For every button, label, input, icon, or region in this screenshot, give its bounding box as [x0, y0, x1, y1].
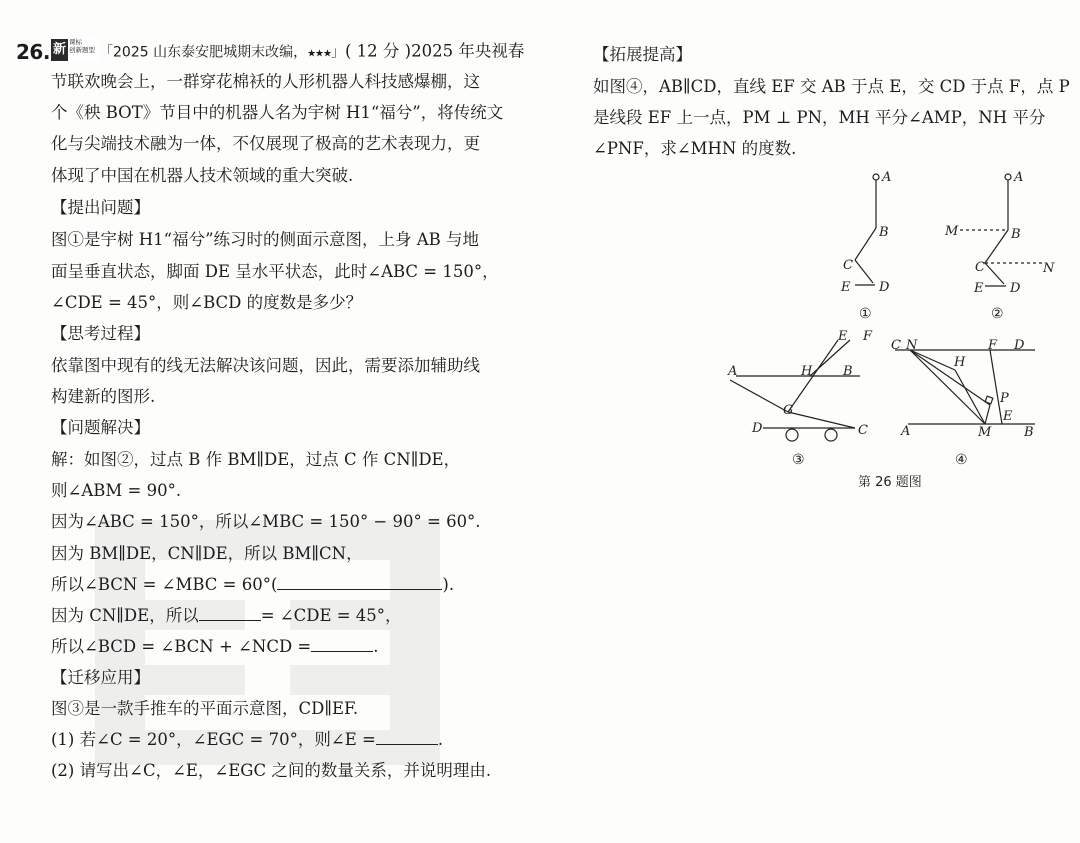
extend-line-3: ∠PNF，求∠MHN 的度数.: [593, 139, 797, 158]
fig4-label-f: F: [988, 338, 998, 353]
fig3-caption-number: ③: [792, 452, 805, 468]
fig1-label-b: B: [879, 225, 889, 240]
solve-line-4: 因为 BM∥DE，CN∥DE，所以 BM∥CN，: [51, 544, 363, 563]
fig3-label-a: A: [728, 364, 738, 379]
fig2-label-m: M: [945, 224, 959, 239]
fig4-label-h: H: [954, 355, 966, 370]
intro-line-4: 化与尖端技术融为一体，不仅展现了极高的艺术表现力，更: [51, 134, 480, 153]
fig1-label-c: C: [843, 258, 853, 273]
intro-line-1: 2025 年央视春: [411, 41, 525, 61]
difficulty-stars: ★★★: [307, 48, 331, 60]
extend-line-1: 如图④，AB∥CD，直线 EF 交 AB 于点 E，交 CD 于点 F，点 P: [593, 77, 1070, 96]
section-think-heading: 【思考过程】: [51, 324, 150, 343]
problem-number: 26.: [16, 40, 50, 64]
figure-2-auxiliary-lines: [960, 174, 1042, 286]
figure-1-robot: [855, 174, 879, 285]
fig4-caption-number: ④: [955, 452, 968, 468]
fig2-label-b: B: [1011, 227, 1021, 242]
section-extend-heading: 【拓展提高】: [593, 45, 692, 64]
fig2-caption-number: ②: [991, 306, 1004, 322]
solve-line-7: 所以∠BCD = ∠BCN + ∠NCD = .: [51, 637, 379, 656]
fig4-label-m: M: [978, 425, 992, 440]
problem-source: 「2025 山东泰安肥城期末改编，: [99, 44, 308, 61]
fig4-label-e: E: [1003, 409, 1013, 424]
solve-line-5: 所以∠BCN = ∠MBC = 60°( ).: [51, 575, 455, 594]
intro-line-5: 体现了中国在机器人技术领域的重大突破.: [51, 166, 354, 185]
fig3-label-c: C: [858, 423, 868, 438]
fig4-label-d: D: [1014, 338, 1025, 353]
figure-panel: [700, 160, 1080, 500]
answer-blank-angle[interactable]: [199, 606, 261, 621]
solve-line-6: 因为 CN∥DE，所以 = ∠CDE = 45°，: [51, 606, 402, 625]
apply-question-1: (1) 若∠C = 20°，∠EGC = 70°，则∠E = .: [51, 730, 444, 749]
fig3-label-b: B: [843, 364, 853, 379]
fig3-label-h: H: [801, 364, 813, 379]
solve-line-3: 因为∠ABC = 150°，所以∠MBC = 150° − 90° = 60°.: [51, 512, 481, 531]
problem-header-line: 新 课标 创新题型 「2025 山东泰安肥城期末改编，★★★」( 12 分 )2025 年央视春: [53, 38, 525, 61]
answer-blank-angle-e[interactable]: [376, 730, 438, 745]
problem-score: ( 12 分 ): [345, 41, 412, 61]
fig1-caption-number: ①: [859, 306, 872, 322]
ask-line-2: 面呈垂直状态，脚面 DE 呈水平状态，此时∠ABC = 150°，: [51, 262, 499, 281]
extend-line-2: 是线段 EF 上一点，PM ⊥ PN，MH 平分∠AMP，NH 平分: [593, 108, 1046, 127]
fig4-label-c: C: [891, 338, 901, 353]
solve-line-2: 则∠ABM = 90°.: [51, 481, 182, 500]
fig4-label-n: N: [906, 338, 918, 353]
new-standard-badge: 新 课标 创新题型: [51, 38, 99, 62]
fig2-label-n: N: [1043, 261, 1055, 276]
fig3-label-e: E: [838, 329, 848, 344]
fig1-label-a: A: [882, 170, 892, 185]
answer-blank-reason[interactable]: [277, 575, 442, 590]
fig1-label-d: D: [879, 280, 890, 295]
fig3-label-g: G: [783, 403, 794, 418]
fig2-label-c: C: [975, 260, 985, 275]
fig1-label-e: E: [841, 280, 851, 295]
section-ask-heading: 【提出问题】: [51, 198, 150, 217]
fig4-label-p: P: [1000, 391, 1009, 406]
fig2-label-e: E: [974, 281, 984, 296]
think-line-1: 依靠图中现有的线无法解决该问题，因此，需要添加辅助线: [51, 356, 480, 375]
ask-line-1: 图①是宇树 H1“福兮”练习时的侧面示意图，上身 AB 与地: [51, 230, 480, 249]
fig4-label-a: A: [901, 424, 911, 439]
ask-line-3: ∠CDE = 45°，则∠BCD 的度数是多少？: [51, 293, 363, 312]
fig2-label-d: D: [1010, 281, 1021, 296]
section-solve-heading: 【问题解决】: [51, 418, 150, 437]
apply-intro: 图③是一款手推车的平面示意图，CD∥EF.: [51, 699, 359, 718]
apply-question-2: (2) 请写出∠C，∠E，∠EGC 之间的数量关系，并说明理由.: [51, 761, 492, 780]
fig4-label-b: B: [1024, 425, 1034, 440]
section-apply-heading: 【迁移应用】: [51, 668, 150, 687]
fig3-label-f: F: [863, 329, 873, 344]
figure-3-cart: [730, 340, 860, 441]
fig2-label-a: A: [1014, 170, 1024, 185]
fig3-label-d: D: [752, 421, 763, 436]
intro-line-2: 节联欢晚会上，一群穿花棉袄的人形机器人科技感爆棚，这: [51, 72, 480, 91]
intro-line-3: 个《秧 BOT》节目中的机器人名为宇树 H1“福兮”，将传统文: [51, 103, 504, 122]
figure-caption: 第 26 题图: [858, 475, 922, 490]
solve-line-1: 解：如图②，过点 B 作 BM∥DE，过点 C 作 CN∥DE，: [51, 450, 461, 469]
think-line-2: 构建新的图形.: [51, 387, 156, 406]
answer-blank-bcd[interactable]: [311, 637, 373, 652]
